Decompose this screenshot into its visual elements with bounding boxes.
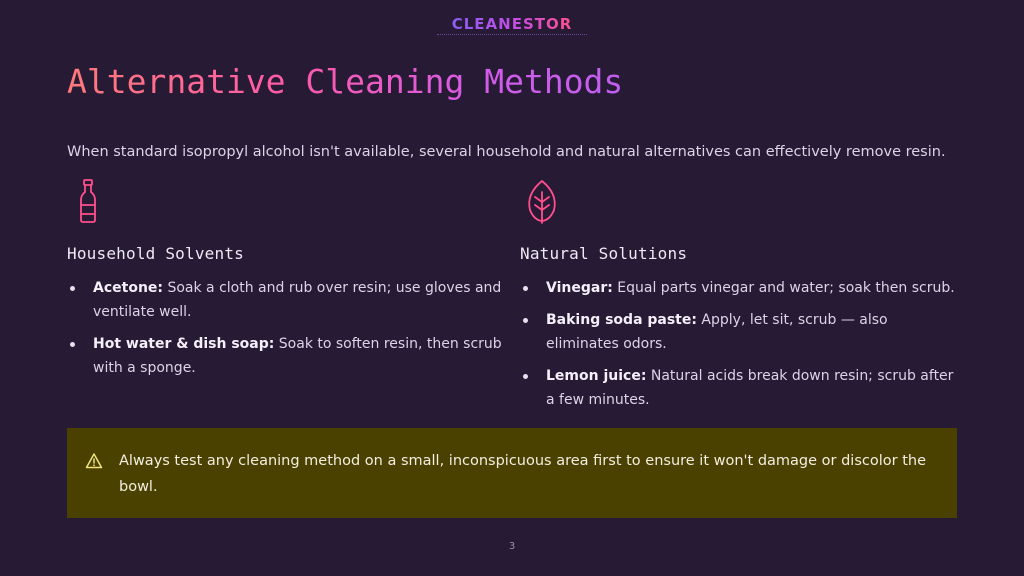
column-heading: Natural Solutions [520, 244, 688, 263]
item-text: Soak a cloth and rub over resin; use gloves and ventilate well. [93, 280, 502, 320]
brand-name: CLEANESTOR [451, 15, 573, 33]
list-item [67, 276, 507, 324]
item-term: Baking soda paste: [546, 312, 697, 328]
list-item [520, 308, 960, 356]
warning-callout [67, 428, 957, 518]
slide-title: Alternative Cleaning Methods [67, 58, 623, 106]
page-number: 3 [508, 541, 516, 552]
natural-solutions-column [520, 178, 960, 420]
item-term: Acetone: [93, 280, 163, 296]
household-solvents-list [67, 276, 507, 380]
item-term: Hot water & dish soap: [93, 336, 275, 352]
column-heading: Household Solvents [67, 244, 244, 263]
item-text: Soak to soften resin, then scrub with a sponge. [93, 336, 502, 376]
leaf-icon [520, 178, 564, 224]
list-item [67, 332, 507, 380]
item-term: Vinegar: [546, 280, 613, 296]
item-term: Lemon juice: [546, 368, 647, 384]
brand-logo [0, 14, 1024, 38]
list-item [520, 364, 960, 412]
warning-icon [85, 452, 103, 470]
household-solvents-column [67, 178, 507, 388]
list-item [520, 276, 960, 300]
item-text: Equal parts vinegar and water; soak then scrub. [612, 280, 955, 296]
logo-tagline-mark [437, 34, 587, 38]
natural-solutions-list [520, 276, 960, 412]
intro-text: When standard isopropyl alcohol isn't available, several household and natural alternatives can effectively remove resin. [67, 144, 946, 160]
item-text: Apply, let sit, scrub — also eliminates odors. [546, 312, 888, 352]
bottle-icon [67, 178, 111, 224]
item-text: Natural acids break down resin; scrub after a few minutes. [546, 368, 954, 408]
warning-text: Always test any cleaning method on a small, inconspicuous area first to ensure it won't damage or discolor the bowl. [119, 453, 927, 495]
